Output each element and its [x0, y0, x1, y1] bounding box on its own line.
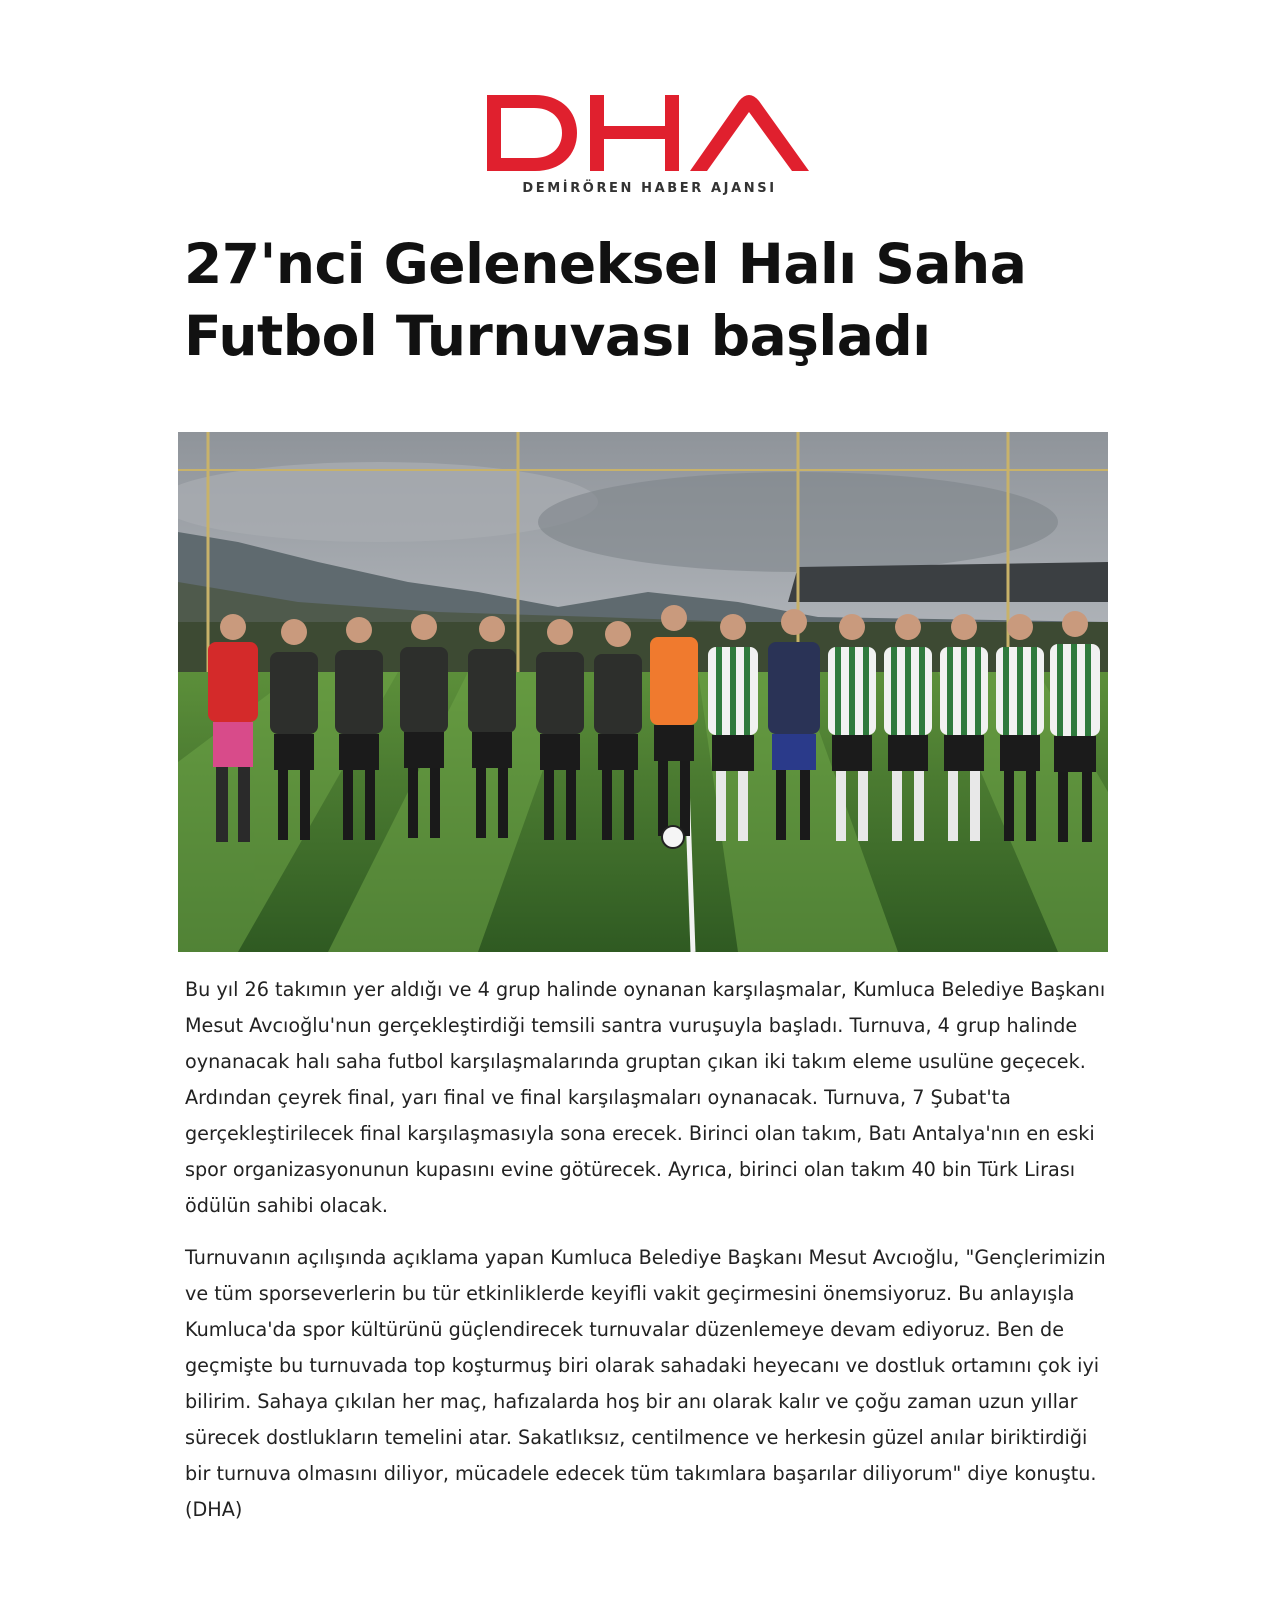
- article-photo: [178, 432, 1108, 952]
- article-paragraph: Bu yıl 26 takımın yer aldığı ve 4 grup halinde oynanan karşılaşmalar, Kumluca Belediye Başkanı Mesut Avcıoğlu'nun gerçekleştirdiği temsili santra vuruşuyla başladı. Turnuva, 4 grup halinde oynanacak halı saha futbol karşılaşmalarında gruptan çıkan iki takım eleme usulüne geçecek. Ardından çeyrek final, yarı final ve final karşılaşmaları oynanacak. Turnuva, 7 Şubat'ta gerçekleştirilecek final karşılaşmasıyla sona erecek. Birinci olan takım, Batı Antalya'nın en eski spor organizasyonunun kupasını evine götürecek. Ayrıca, birinci olan takım 40 bin Türk Lirası ödülün sahibi olacak.: [185, 978, 1106, 1217]
- team-photo: [178, 432, 1108, 952]
- dha-logo: [487, 93, 812, 209]
- article-title: 27'nci Geleneksel Halı Saha Futbol Turnuvası başladı: [184, 232, 1027, 368]
- logo-subtitle: DEMİRÖREN HABER AJANSI: [522, 181, 777, 196]
- article-body: [185, 972, 1115, 1544]
- dha-logo-mark: [487, 93, 812, 173]
- article-paragraph: Turnuvanın açılışında açıklama yapan Kumluca Belediye Başkanı Mesut Avcıoğlu, "Gençlerimizin ve tüm sporseverlerin bu tür etkinliklerde keyifli vakit geçirmesini önemsiyoruz. Bu anlayışla Kumluca'da spor kültürünü güçlendirecek turnuvalar düzenlemeye devam ediyoruz. Ben de geçmişte bu turnuvada top koşturmuş biri olarak sahadaki heyecanı ve dostluk ortamını çok iyi bilirim. Sahaya çıkılan her maç, hafızalarda hoş bir anı olarak kalır ve çoğu zaman uzun yıllar sürecek dostlukların temelini atar. Sakatlıksız, centilmence ve herkesin güzel anılar biriktirdiği bir turnuva olmasını diliyor, mücadele edecek tüm takımlara başarılar diliyorum" diye konuştu. (DHA): [185, 1246, 1106, 1521]
